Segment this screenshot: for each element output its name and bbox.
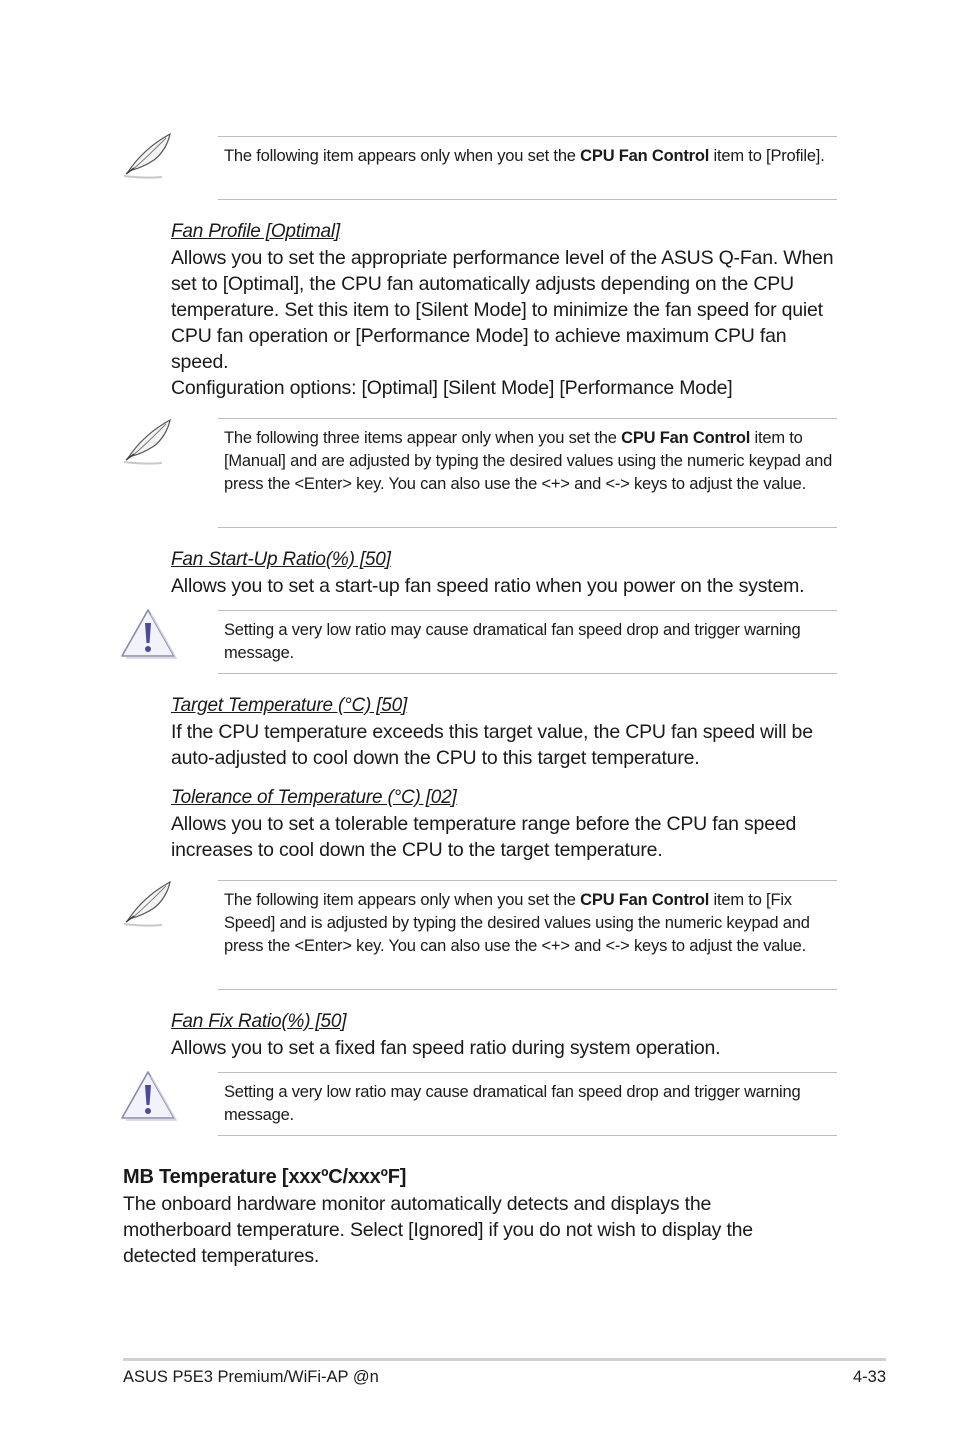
item-body-fan-profile: Allows you to set the appropriate performance level of the ASUS Q-Fan. When set to [Optimal], the CPU fan automatically adjusts depending on the CPU temperature. Set this item to [Silent Mode] to minimize the fan speed for quiet CPU fan operation or [Performance Mode] to achieve maximum CPU fan speed. Configuration options: [Optimal] [Silent Mode] [Performance Mode] [171, 245, 843, 401]
item-title-fan-startup: Fan Start-Up Ratio(%) [50] [171, 549, 391, 570]
footer-divider [123, 1358, 886, 1361]
item-body-target-temperature: If the CPU temperature exceeds this target value, the CPU fan speed will be auto-adjusted to cool down the CPU to this target temperature. [171, 721, 813, 769]
section-title-mb-temperature: MB Temperature [xxxºC/xxxºF] [123, 1166, 407, 1188]
config-options: Configuration options: [Optimal] [Silent Mode] [Performance Mode] [171, 377, 733, 399]
item-title-tolerance: Tolerance of Temperature (°C) [02] [171, 787, 457, 808]
section-body-mb-temperature: The onboard hardware monitor automatically detects and displays the motherboard temperature. Select [Ignored] if you do not wish to display the detected temperatures. [123, 1193, 753, 1267]
item-title-target-temperature: Target Temperature (°C) [50] [171, 695, 408, 716]
footer-product-name: ASUS P5E3 Premium/WiFi-AP @n [123, 1368, 379, 1386]
item-title-fan-fix-ratio: Fan Fix Ratio(%) [50] [171, 1011, 347, 1032]
feather-pen-icon [118, 414, 178, 470]
warning-text: Setting a very low ratio may cause dramatical fan speed drop and trigger warning message. [224, 1083, 801, 1124]
exclamation-triangle-icon [118, 1068, 178, 1124]
page-number: 4-33 [852, 1368, 886, 1386]
exclamation-triangle-icon [118, 606, 178, 662]
item-body-fan-fix-ratio: Allows you to set a fixed fan speed ratio during system operation. [171, 1037, 721, 1059]
note-text: The following three items appear only when you set the CPU Fan Control item to [Manual] and are adjusted by typing the desired values using the numeric keypad and press the <Enter> key. You can also use the <+> and <-> keys to adjust the value. [224, 429, 833, 493]
warning-text: Setting a very low ratio may cause dramatical fan speed drop and trigger warning message. [224, 621, 801, 662]
feather-pen-icon [118, 876, 178, 932]
item-body-tolerance: Allows you to set a tolerable temperature range before the CPU fan speed increases to cool down the CPU to the target temperature. [171, 813, 797, 861]
note-text: The following item appears only when you set the CPU Fan Control item to [Profile]. [224, 147, 825, 165]
note-text: The following item appears only when you set the CPU Fan Control item to [Fix Speed] and is adjusted by typing the desired values using the numeric keypad and press the <Enter> key. You can also use the <+> and <-> keys to adjust the value. [224, 891, 810, 955]
item-title-fan-profile: Fan Profile [Optimal] [171, 221, 340, 242]
item-body-fan-startup: Allows you to set a start-up fan speed ratio when you power on the system. [171, 575, 805, 597]
feather-pen-icon [118, 128, 178, 184]
